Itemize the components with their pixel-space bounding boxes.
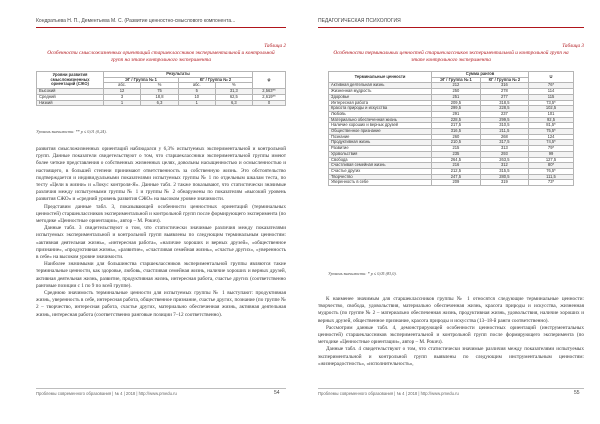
paragraph: Данные табл. 3 свидетельствуют о том, что статистически значимые различия между показателями испытуемых экспериментальной и контрольной групп выявлены по следующим терминальным ценностям: «активная деятельная жизнь», «интересная работа», «наличие хороших и верных друзей», «общественное признание», «продуктивная жизнь», «развитие», «счастливая семейная жизнь», «счастье других», «уверенность в себе» на высоком уровне значимости.	[36, 225, 286, 261]
table-cell: Средний	[37, 94, 104, 100]
journal-footer: Проблемы современного образования | № 4 | 2018 | http://www.pmedu.ru	[318, 391, 459, 396]
table-2-header-eg: ЭГ / Группа № 1	[104, 77, 179, 83]
table-cell: 209	[432, 180, 481, 186]
table-cell: 316	[480, 83, 528, 89]
table-cell: 73*	[529, 180, 574, 186]
table-cell: 228,5	[432, 117, 481, 123]
table-cell: 114	[529, 89, 574, 95]
table-2-subheader-abs: абс.	[178, 83, 215, 89]
table-cell: 75,5*	[529, 129, 574, 135]
table-cell: 10	[178, 94, 215, 100]
header-rule	[318, 27, 584, 28]
table-cell: 2,619**	[253, 94, 286, 100]
table-cell: 212	[432, 83, 481, 89]
table-cell: 250	[432, 89, 481, 95]
table-2-title: Особенности смысложизненных ориентаций старшеклассников экспериментальной и контрольной групп на этапе контрольного эксперимента	[47, 50, 275, 64]
table-cell: Интересная работа	[329, 100, 432, 106]
table-3-header-eg: ЭГ / Группа № 1	[432, 77, 481, 83]
table-cell: Развитие	[329, 146, 432, 152]
table-cell: 277	[480, 94, 528, 100]
table-cell: 299,5	[480, 117, 528, 123]
table-cell: 124	[529, 134, 574, 140]
table-cell: 280,5	[480, 174, 528, 180]
table-cell: 215	[432, 146, 481, 152]
table-cell: 217,5	[432, 123, 481, 129]
paragraph: развития смысложизненных ориентаций наблюдался у 6,3% испытуемых экспериментальной и контрольной групп. Данные показатели свидетельствуют о том, что старшеклассники экспериментальной группы имеют более четкие представления о собственных жизненных целях, довольны насыщенностью и осмысленностью и настоящего, в большей степени принимают ответственность за собственную жизнь. Это обстоятельство подтверждается и индивидуальными показателями испытуемых группы № 1 по отдельным шкалам теста, по тесту «Цели в жизни» и «Локус контроля-Я». Данные табл. 2 также показывают, что статистически значимые различия между испытуемыми группы № 1 и группы № 2 обнаружены по показателям «высокий уровень развития СЖО» и «средний уровень развития СЖО» на высоком уровне значимости.	[36, 146, 286, 203]
journal-footer: Проблемы современного образования | № 4 | 2018 | http://www.pmedu.ru	[36, 391, 177, 396]
table-2-header-phi: φ	[253, 72, 286, 89]
table-cell: 268	[480, 134, 528, 140]
table-cell: Творчество	[329, 174, 432, 180]
table-cell: 79*	[529, 146, 574, 152]
table-cell: Низкий	[37, 100, 104, 106]
table-cell: 293	[480, 151, 528, 157]
table-cell: 216	[432, 163, 481, 169]
table-2-subheader-pct: %	[141, 83, 179, 89]
table-cell: 1	[104, 100, 141, 106]
table-cell: 75	[141, 89, 179, 95]
paragraph: Рассмотрим данные табл. 4, демонстрирующей особенности ценностных ориентаций (инструментальных ценностей) старшеклассников экспериментальной и контрольной групп после формирующего эксперимента (по методике «Ценностные ориентации», автор – М. Рокич).	[318, 324, 584, 346]
table-2-label: Таблица 2	[264, 43, 286, 49]
table-3-note: Уровень значимости: * p ≤ 0,05 (83,0).	[328, 271, 397, 276]
table-cell: Познание	[329, 134, 432, 140]
table-2-header-level: Уровни развития смысложизненных ориентаций (СЖО)	[37, 72, 104, 89]
table-cell: 312	[480, 163, 528, 169]
footer-rule	[36, 388, 286, 389]
body-text-left	[36, 146, 286, 319]
table-cell: Удовольствия	[329, 151, 432, 157]
table-3	[328, 71, 574, 186]
paragraph: Данные табл. 4 свидетельствуют о том, что статистически значимые различия между показателями испытуемых экспериментальной и контрольной групп выявлены по следующим инструментальным ценностям: «жизнерадостность», «исполнительность»,	[318, 346, 584, 367]
table-cell: Активная деятельная жизнь	[329, 83, 432, 89]
table-cell: Общественное признание	[329, 129, 432, 135]
running-header-authors: Кондратьева Н. П., Дементьева М. С. (Развитие ценностно-смыслового компонента...	[36, 18, 236, 24]
table-cell: 291	[432, 111, 481, 117]
table-cell: Высокий	[37, 89, 104, 95]
table-2-header-kg: КГ / Группа № 2	[178, 77, 252, 83]
table-2	[36, 71, 286, 106]
table-cell: Любовь	[329, 111, 432, 117]
table-cell: 74,5*	[529, 140, 574, 146]
table-3-header-sum: Сумма рангов	[432, 72, 529, 78]
table-cell: 310,5	[480, 123, 528, 129]
table-cell: 127,5	[529, 157, 574, 163]
footer-rule	[318, 388, 584, 389]
table-cell: 101	[529, 111, 574, 117]
table-cell: 247,5	[432, 174, 481, 180]
table-cell: 319	[480, 180, 528, 186]
table-cell: Продуктивная жизнь	[329, 140, 432, 146]
table-cell: 18,8	[141, 94, 179, 100]
table-cell: 1	[178, 100, 215, 106]
table-cell: 299,5	[432, 106, 481, 112]
table-cell: 92,5	[529, 117, 574, 123]
running-header-section: ПЕДАГОГИЧЕСКАЯ ПСИХОЛОГИЯ	[318, 18, 401, 24]
table-cell: 263,5	[480, 157, 528, 163]
table-cell: 76,5*	[529, 168, 574, 174]
table-3-label: Таблица 3	[562, 43, 584, 49]
table-cell: Счастливая семейная жизнь	[329, 163, 432, 169]
right-page	[300, 0, 600, 424]
table-cell: Наличие хороших и верных друзей	[329, 123, 432, 129]
table-cell: 115	[529, 94, 574, 100]
table-cell: 6,3	[215, 100, 252, 106]
table-3-header-value: Терминальные ценности	[329, 72, 432, 83]
page-number: 55	[574, 390, 580, 396]
table-row	[329, 180, 574, 186]
table-cell: Материально обеспеченная жизнь	[329, 117, 432, 123]
table-cell: 12	[104, 89, 141, 95]
table-cell: 76*	[529, 83, 574, 89]
table-row	[37, 100, 286, 106]
table-3-header-u: U	[529, 72, 574, 83]
table-2-note: Уровень значимости: ** p ≤ 0,01 (0,24).	[36, 129, 107, 134]
table-2-subheader-abs: абс.	[104, 83, 141, 89]
table-cell: Счастье других	[329, 168, 432, 174]
table-cell: Здоровье	[329, 94, 432, 100]
table-cell: 31,3	[215, 89, 252, 95]
table-cell: 3	[104, 94, 141, 100]
table-cell: 228,5	[480, 106, 528, 112]
table-cell: 73,5*	[529, 100, 574, 106]
table-cell: 62,5	[215, 94, 252, 100]
table-cell: 111,5	[529, 174, 574, 180]
table-cell: Красота природы и искусства	[329, 106, 432, 112]
table-cell: 0	[253, 100, 286, 106]
table-cell: 260	[432, 134, 481, 140]
table-2-header-results: Результаты	[104, 72, 253, 78]
table-cell: 316,5	[432, 129, 481, 135]
table-cell: 251	[432, 94, 481, 100]
table-3-header-kg: КГ / Группа № 2	[480, 77, 528, 83]
paragraph: К наименее значимым для старшеклассников группы № 1 относятся следующие терминальные ценности: творчество, свобода, удовольствия, материально обеспеченная жизнь, красота природы и искусства, жизненная мудрость (по группе № 2 – материально обеспеченная жизнь, продуктивная жизнь, удовольствия, наличие хороших и верных друзей, общественное признание, красота природы и искусства (13–18-й ранги соответственно).	[318, 296, 584, 324]
table-3-title: Особенности терминальных ценностей старшеклассников экспериментальной и контрольной групп на этапе контрольного эксперимента	[333, 50, 569, 64]
table-cell: 102,5	[529, 106, 574, 112]
table-cell: 209,5	[432, 100, 481, 106]
table-cell: 210,5	[432, 140, 481, 146]
table-cell: 212,5	[432, 168, 481, 174]
table-cell: 313	[480, 146, 528, 152]
table-cell: Жизненная мудрость	[329, 89, 432, 95]
header-rule	[36, 27, 286, 28]
table-cell: 235	[432, 151, 481, 157]
table-cell: 315,5	[480, 168, 528, 174]
table-cell: 278	[480, 89, 528, 95]
table-cell: Уверенность в себе	[329, 180, 432, 186]
table-cell: 81,5*	[529, 123, 574, 129]
paragraph: Наиболее значимыми для большинства старшеклассников экспериментальной группы являются такие терминальные ценности, как здоровье, любовь, счастливая семейная жизнь, наличие хороших и верных друзей, активная деятельная жизнь, развитие, продуктивная жизнь, интересная работа, счастье других (соответственно ранговые позиции с 1 по 9 по всей группе).	[36, 261, 286, 289]
table-cell: 211,5	[480, 129, 528, 135]
table-cell: 317,5	[480, 140, 528, 146]
table-cell: 237	[480, 111, 528, 117]
body-text-right	[318, 296, 584, 368]
table-cell: 2,563**	[253, 89, 286, 95]
page-number: 54	[274, 390, 280, 396]
table-2-subheader-pct: %	[215, 83, 252, 89]
table-cell: 6,3	[141, 100, 179, 106]
table-cell: 80*	[529, 163, 574, 169]
table-cell: 5	[178, 89, 215, 95]
paragraph: Среднюю значимость терминальные ценности для испытуемых группы № 1 выступают: продуктивная жизнь, уверенность в себе, интересная работа, общественное признание, счастье других, познание (по группе № 2 – творчество, интересная работа, счастье других, материально обеспеченная жизнь, активная деятельная жизнь, интересная работа (соответственно ранговые позиции 7–12 соответственно).	[36, 290, 286, 318]
table-cell: Свобода	[329, 157, 432, 163]
table-cell: 99	[529, 151, 574, 157]
paragraph: Представим данные табл. 3, показывающей особенности ценностных ориентаций (терминальных ценностей) старшеклассников экспериментальной и контрольной групп после формирующего эксперимента (по методике «Ценностные ориентации», автор – М. Рокич).	[36, 203, 286, 225]
table-cell: 318,5	[480, 100, 528, 106]
table-cell: 264,5	[432, 157, 481, 163]
